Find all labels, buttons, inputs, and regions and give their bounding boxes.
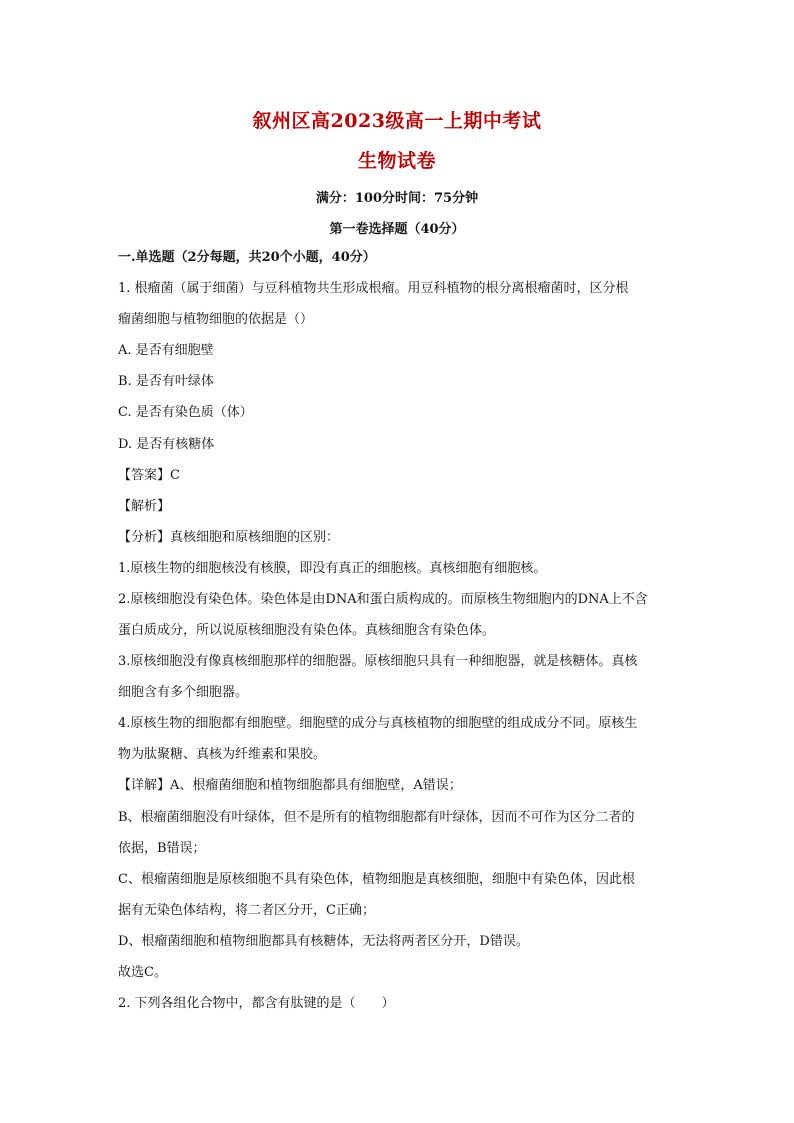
q1-point-line: 4.原核生物的细胞都有细胞壁。细胞壁的成分与真核植物的细胞壁的组成成分不同。原核生 — [118, 716, 638, 731]
section-heading: 第一卷选择题（40分） — [329, 222, 465, 237]
q1-detail-line: 【详解】A、根瘤菌细胞和植物细胞都具有细胞壁，A错误； — [118, 778, 462, 793]
q1-detail-line: C、根瘤菌细胞是原核细胞不具有染色体，植物细胞是真核细胞，细胞中有染色体，因此根 — [118, 872, 635, 887]
q1-point-line: 细胞含有多个细胞器。 — [118, 685, 249, 700]
q2-stem: 2. 下列各组化合物中，都含有肽键的是（ ） — [118, 996, 395, 1011]
q1-analysis-label: 【解析】 — [118, 499, 171, 514]
q1-detail-line: 据有无染色体结构，将二者区分开，C正确； — [118, 903, 375, 918]
q1-point-line: 物为肽聚糖、真核为纤维素和果胶。 — [118, 747, 327, 762]
part-heading: 一.单选题（2分每题，共20个小题，40分） — [118, 250, 376, 265]
q1-option-c: C. 是否有染色质（体） — [118, 405, 253, 420]
q1-point-line: 蛋白质成分，所以说原核细胞没有染色体。真核细胞含有染色体。 — [118, 623, 496, 638]
q1-analysis-intro: 【分析】真核细胞和原核细胞的区别： — [118, 530, 340, 545]
q1-conclusion: 故选C。 — [118, 965, 167, 980]
q1-option-d: D. 是否有核糖体 — [118, 437, 215, 452]
q1-stem-line-1: 1. 根瘤菌（属于细菌）与豆科植物共生形成根瘤。用豆科植物的根分离根瘤菌时，区分根 — [118, 281, 629, 296]
q1-detail-line: D、根瘤菌细胞和植物细胞都具有核糖体，无法将两者区分开，D错误。 — [118, 934, 529, 949]
exam-meta: 满分：100分时间：75分钟 — [315, 191, 479, 206]
exam-subtitle: 生物试卷 — [357, 150, 436, 172]
exam-title: 叙州区高2023级高一上期中考试 — [252, 110, 542, 132]
q1-detail-line: B、根瘤菌细胞没有叶绿体，但不是所有的植物细胞都有叶绿体，因而不可作为区分二者的 — [118, 810, 635, 825]
q1-option-b: B. 是否有叶绿体 — [118, 374, 214, 389]
q1-option-a: A. 是否有细胞壁 — [118, 343, 214, 358]
q1-answer: 【答案】C — [118, 468, 180, 483]
q1-detail-line: 依据，B错误； — [118, 841, 206, 856]
q1-point-line: 1.原核生物的细胞核没有核膜，即没有真正的细胞核。真核细胞有细胞核。 — [118, 561, 547, 576]
q1-point-line: 2.原核细胞没有染色体。染色体是由DNA和蛋白质构成的。而原核生物细胞内的DNA上不含 — [118, 592, 648, 607]
q1-point-line: 3.原核细胞没有像真核细胞那样的细胞器。原核细胞只具有一种细胞器，就是核糖体。真核 — [118, 654, 638, 669]
q1-stem-line-2: 瘤菌细胞与植物细胞的依据是（） — [118, 312, 314, 327]
